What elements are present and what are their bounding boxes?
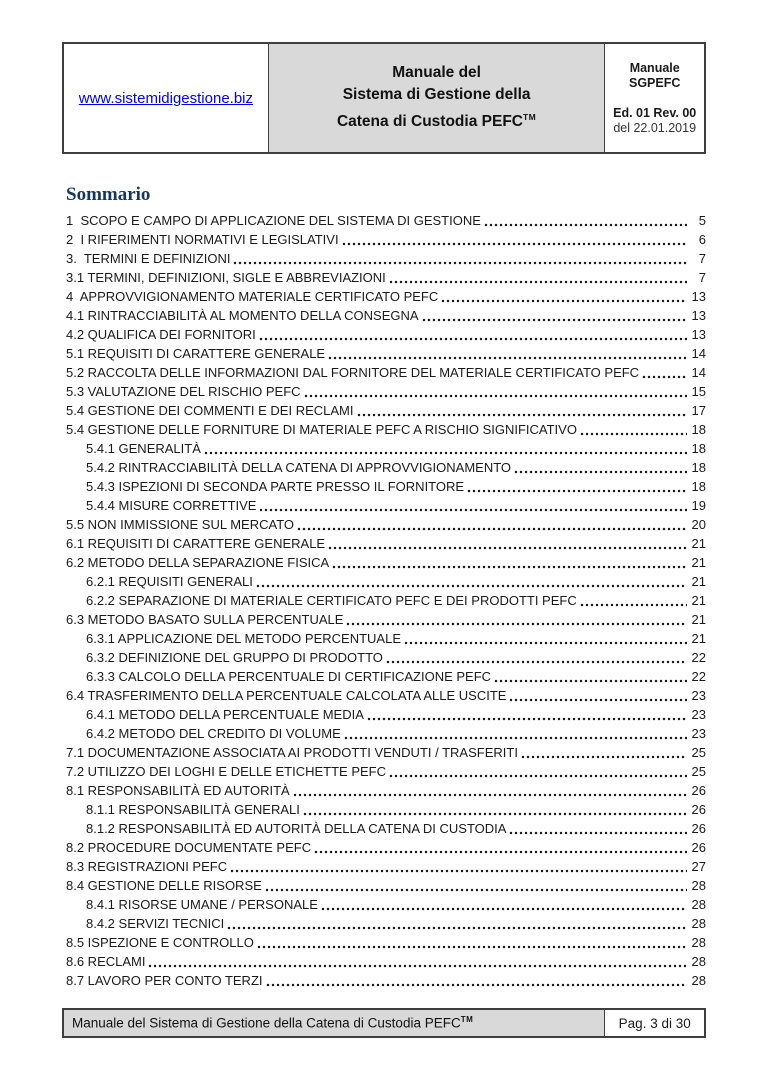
toc-entry-label: 1 SCOPO E CAMPO DI APPLICAZIONE DEL SISTEMA DI GESTIONE	[66, 213, 481, 228]
toc-entry-label: 5.4.1 GENERALITÀ	[86, 441, 201, 456]
footer-document-title: Manuale del Sistema di Gestione della Catena di Custodia PEFC™	[72, 1015, 474, 1031]
toc-entry-page: 23	[691, 688, 706, 703]
toc-entry-page: 23	[691, 726, 706, 741]
toc-dot-leader	[233, 260, 687, 265]
toc-entry-label: 5.4 GESTIONE DELLE FORNITURE DI MATERIALE PEFC A RISCHIO SIGNIFICATIVO	[66, 422, 577, 437]
toc-entry-label: 2 I RIFERIMENTI NORMATIVI E LEGISLATIVI	[66, 232, 339, 247]
revision-date: del 22.01.2019	[613, 120, 697, 135]
toc-entry-page: 21	[691, 536, 706, 551]
toc-entry-page: 18	[691, 422, 706, 437]
toc-entry[interactable]	[66, 648, 706, 667]
toc-entry-label: 7.2 UTILIZZO DEI LOGHI E DELLE ETICHETTE PEFC	[66, 764, 387, 779]
toc-entry-label: 6.4 TRASFERIMENTO DELLA PERCENTUALE CALCOLATA ALLE USCITE	[66, 688, 507, 703]
toc-entry-page: 18	[691, 441, 706, 456]
toc-entry-page: 26	[691, 821, 706, 836]
toc-entry-page: 5	[698, 213, 706, 228]
toc-entry-label: 5.2 RACCOLTA DELLE INFORMAZIONI DAL FORNITORE DEL MATERIALE CERTIFICATO PEFC	[66, 365, 640, 380]
toc-entry-label: 6.3.3 CALCOLO DELLA PERCENTUALE DI CERTIFICAZIONE PEFC	[86, 669, 492, 684]
header-table	[62, 42, 706, 154]
footer-cell-page	[605, 1010, 704, 1036]
toc-entry-label: 6.1 REQUISITI DI CARATTERE GENERALE	[66, 536, 326, 551]
toc-entry-page: 28	[691, 916, 706, 931]
toc-entry-page: 7	[698, 251, 706, 266]
toc-entry-label: 3.1 TERMINI, DEFINIZIONI, SIGLE E ABBREVIAZIONI	[66, 270, 386, 285]
toc-entry-page: 28	[691, 878, 706, 893]
toc-entry-page: 21	[691, 631, 706, 646]
toc-entry-page: 25	[691, 764, 706, 779]
toc-entry-label: 5.4 GESTIONE DEI COMMENTI E DEI RECLAMI	[66, 403, 354, 418]
toc-dot-leader	[509, 697, 687, 702]
toc-entry-label: 5.4.4 MISURE CORRETTIVE	[86, 498, 257, 513]
toc-entry[interactable]	[66, 610, 706, 629]
toc-entry-label: 5.4.3 ISPEZIONI DI SECONDA PARTE PRESSO IL FORNITORE	[86, 479, 465, 494]
toc-dot-leader	[367, 716, 687, 721]
toc-entry-label: 8.4.2 SERVIZI TECNICI	[86, 916, 225, 931]
toc-entry[interactable]	[66, 724, 706, 743]
toc-entry[interactable]	[66, 914, 706, 933]
toc-entry-page: 14	[691, 346, 706, 361]
toc-dot-leader	[441, 298, 687, 303]
edition-revision: Ed. 01 Rev. 00	[613, 105, 697, 120]
toc-dot-leader	[342, 241, 687, 246]
toc-dot-leader	[297, 526, 687, 531]
toc-entry[interactable]	[66, 211, 706, 230]
toc-dot-leader	[332, 564, 687, 569]
toc-entry-page: 21	[691, 574, 706, 589]
toc-entry-label: 4.1 RINTRACCIABILITÀ AL MOMENTO DELLA CONSEGNA	[66, 308, 419, 323]
toc-entry-label: 6.2 METODO DELLA SEPARAZIONE FISICA	[66, 555, 330, 570]
header-cell-title	[269, 44, 606, 152]
toc-dot-leader	[484, 222, 687, 227]
toc-dot-leader	[346, 621, 687, 626]
toc-entry-label: 8.1 RESPONSABILITÀ ED AUTORITÀ	[66, 783, 290, 798]
toc-dot-leader	[344, 735, 687, 740]
toc-entry-label: 6.4.1 METODO DELLA PERCENTUALE MEDIA	[86, 707, 364, 722]
document-title-line3: Catena di Custodia PEFC™	[336, 112, 537, 131]
toc-entry-label: 4 APPROVVIGIONAMENTO MATERIALE CERTIFICATO PEFC	[66, 289, 439, 304]
toc-entry[interactable]	[66, 553, 706, 572]
toc-entry[interactable]	[66, 534, 706, 553]
toc-entry-label: 8.1.2 RESPONSABILITÀ ED AUTORITÀ DELLA CATENA DI CUSTODIA	[86, 821, 507, 836]
toc-entry[interactable]	[66, 952, 706, 971]
toc-dot-leader	[514, 469, 687, 474]
toc-entry-label: 6.3 METODO BASATO SULLA PERCENTUALE	[66, 612, 344, 627]
toc-entry[interactable]	[66, 439, 706, 458]
toc-entry[interactable]	[66, 306, 706, 325]
toc-entry[interactable]	[66, 477, 706, 496]
toc-entry-page: 13	[691, 289, 706, 304]
toc-entry-page: 25	[691, 745, 706, 760]
toc-dot-leader	[256, 583, 687, 588]
toc-entry-label: 5.1 REQUISITI DI CARATTERE GENERALE	[66, 346, 326, 361]
toc-dot-leader	[304, 393, 687, 398]
toc-dot-leader	[389, 279, 687, 284]
toc-entry-page: 15	[691, 384, 706, 399]
toc-dot-leader	[230, 868, 687, 873]
toc-entry-label: 5.5 NON IMMISSIONE SUL MERCATO	[66, 517, 295, 532]
toc-dot-leader	[580, 602, 687, 607]
toc-entry-page: 19	[691, 498, 706, 513]
toc-dot-leader	[265, 887, 687, 892]
toc-dot-leader	[389, 773, 687, 778]
toc-entry-page: 18	[691, 460, 706, 475]
toc-entry-label: 3. TERMINI E DEFINIZIONI	[66, 251, 231, 266]
toc-entry-label: 8.4 GESTIONE DELLE RISORSE	[66, 878, 262, 893]
toc-entry-label: 6.3.2 DEFINIZIONE DEL GRUPPO DI PRODOTTO	[86, 650, 383, 665]
toc-entry-page: 20	[691, 517, 706, 532]
toc-entry-label: 8.3 REGISTRAZIONI PEFC	[66, 859, 228, 874]
toc-entry-page: 22	[691, 650, 706, 665]
toc-entry[interactable]	[66, 363, 706, 382]
toc-dot-leader	[257, 944, 687, 949]
toc-entry-page: 6	[698, 232, 706, 247]
toc-entry-label: 8.4.1 RISORSE UMANE / PERSONALE	[86, 897, 318, 912]
toc-dot-leader	[422, 317, 687, 322]
footer-table	[62, 1008, 706, 1038]
toc-entry-label: 7.1 DOCUMENTAZIONE ASSOCIATA AI PRODOTTI VENDUTI / TRASFERITI	[66, 745, 518, 760]
toc-dot-leader	[386, 659, 687, 664]
toc-entry-label: 8.7 LAVORO PER CONTO TERZI	[66, 973, 263, 988]
toc-entry-page: 28	[691, 973, 706, 988]
toc-entry[interactable]	[66, 895, 706, 914]
toc-entry-label: 6.3.1 APPLICAZIONE DEL METODO PERCENTUALE	[86, 631, 401, 646]
toc-dot-leader	[321, 906, 687, 911]
toc-entry[interactable]	[66, 230, 706, 249]
toc-entry-page: 18	[691, 479, 706, 494]
manual-code: Manuale SGPEFC	[628, 60, 681, 90]
toc-entry[interactable]	[66, 344, 706, 363]
toc-entry[interactable]	[66, 249, 706, 268]
toc-entry-label: 5.3 VALUTAZIONE DEL RISCHIO PEFC	[66, 384, 301, 399]
toc-entry-label: 6.2.2 SEPARAZIONE DI MATERIALE CERTIFICATO PEFC E DEI PRODOTTI PEFC	[86, 593, 577, 608]
toc-entry[interactable]	[66, 686, 706, 705]
toc-entry-label: 6.2.1 REQUISITI GENERALI	[86, 574, 253, 589]
toc-entry[interactable]	[66, 933, 706, 952]
toc-entry-page: 26	[691, 840, 706, 855]
toc-entry-page: 28	[691, 897, 706, 912]
toc-list	[66, 211, 706, 990]
toc-entry-label: 8.1.1 RESPONSABILITÀ GENERALI	[86, 802, 300, 817]
toc-entry[interactable]	[66, 838, 706, 857]
toc-entry[interactable]	[66, 971, 706, 990]
website-link[interactable]: www.sistemidigestione.biz	[78, 89, 254, 107]
toc-entry[interactable]	[66, 591, 706, 610]
toc-entry[interactable]	[66, 268, 706, 287]
toc-dot-leader	[467, 488, 687, 493]
toc-dot-leader	[642, 374, 687, 379]
toc-entry[interactable]	[66, 572, 706, 591]
toc-entry-page: 26	[691, 783, 706, 798]
toc-entry-page: 22	[691, 669, 706, 684]
toc-entry[interactable]	[66, 705, 706, 724]
toc-entry-label: 6.4.2 METODO DEL CREDITO DI VOLUME	[86, 726, 341, 741]
trademark-superscript: TM	[522, 112, 537, 123]
toc-dot-leader	[259, 507, 687, 512]
toc-entry[interactable]	[66, 781, 706, 800]
toc-entry[interactable]	[66, 496, 706, 515]
toc-dot-leader	[259, 336, 687, 341]
toc-entry-label: 8.5 ISPEZIONE E CONTROLLO	[66, 935, 254, 950]
toc-entry-page: 13	[691, 327, 706, 342]
toc-entry-page: 27	[691, 859, 706, 874]
toc-dot-leader	[494, 678, 687, 683]
toc-entry-label: 4.2 QUALIFICA DEI FORNITORI	[66, 327, 256, 342]
toc-heading: Sommario	[66, 184, 151, 205]
toc-dot-leader	[303, 811, 687, 816]
toc-dot-leader	[328, 355, 687, 360]
toc-dot-leader	[521, 754, 687, 759]
toc-entry-page: 26	[691, 802, 706, 817]
toc-entry[interactable]	[66, 743, 706, 762]
toc-entry[interactable]	[66, 857, 706, 876]
page-number-indicator: Pag. 3 di 30	[618, 1015, 691, 1031]
document-title-line2: Sistema di Gestione della	[342, 86, 531, 104]
toc-entry-label: 8.6 RECLAMI	[66, 954, 146, 969]
toc-entry[interactable]	[66, 800, 706, 819]
toc-entry-page: 13	[691, 308, 706, 323]
toc-entry-label: 5.4.2 RINTRACCIABILITÀ DELLA CATENA DI APPROVVIGIONAMENTO	[86, 460, 512, 475]
toc-entry[interactable]	[66, 458, 706, 477]
header-cell-revision	[605, 44, 704, 152]
document-title	[337, 62, 536, 133]
toc-dot-leader	[509, 830, 687, 835]
toc-entry[interactable]	[66, 401, 706, 420]
toc-entry[interactable]	[66, 762, 706, 781]
toc-entry-label: 8.2 PROCEDURE DOCUMENTATE PEFC	[66, 840, 312, 855]
header-cell-website	[64, 44, 269, 152]
toc-dot-leader	[314, 849, 687, 854]
toc-entry-page: 21	[691, 612, 706, 627]
toc-dot-leader	[227, 925, 687, 930]
toc-entry-page: 28	[691, 935, 706, 950]
toc-dot-leader	[328, 545, 687, 550]
toc-dot-leader	[580, 431, 687, 436]
toc-entry-page: 14	[691, 365, 706, 380]
toc-dot-leader	[293, 792, 687, 797]
document-title-line1: Manuale del	[392, 64, 481, 82]
toc-entry[interactable]	[66, 629, 706, 648]
footer-trademark-superscript: TM	[460, 1015, 474, 1025]
toc-entry[interactable]	[66, 819, 706, 838]
toc-dot-leader	[266, 982, 688, 987]
toc-entry[interactable]	[66, 287, 706, 306]
toc-dot-leader	[148, 963, 687, 968]
toc-entry-page: 23	[691, 707, 706, 722]
toc-entry-page: 21	[691, 593, 706, 608]
toc-dot-leader	[357, 412, 688, 417]
toc-entry-page: 21	[691, 555, 706, 570]
toc-entry-page: 28	[691, 954, 706, 969]
toc-entry-page: 7	[698, 270, 706, 285]
toc-entry[interactable]	[66, 667, 706, 686]
toc-entry-page: 17	[691, 403, 706, 418]
toc-entry[interactable]	[66, 325, 706, 344]
toc-entry[interactable]	[66, 420, 706, 439]
toc-entry[interactable]	[66, 515, 706, 534]
toc-dot-leader	[404, 640, 687, 645]
footer-cell-title	[64, 1010, 605, 1036]
toc-entry[interactable]	[66, 876, 706, 895]
toc-dot-leader	[204, 450, 687, 455]
toc-entry[interactable]	[66, 382, 706, 401]
